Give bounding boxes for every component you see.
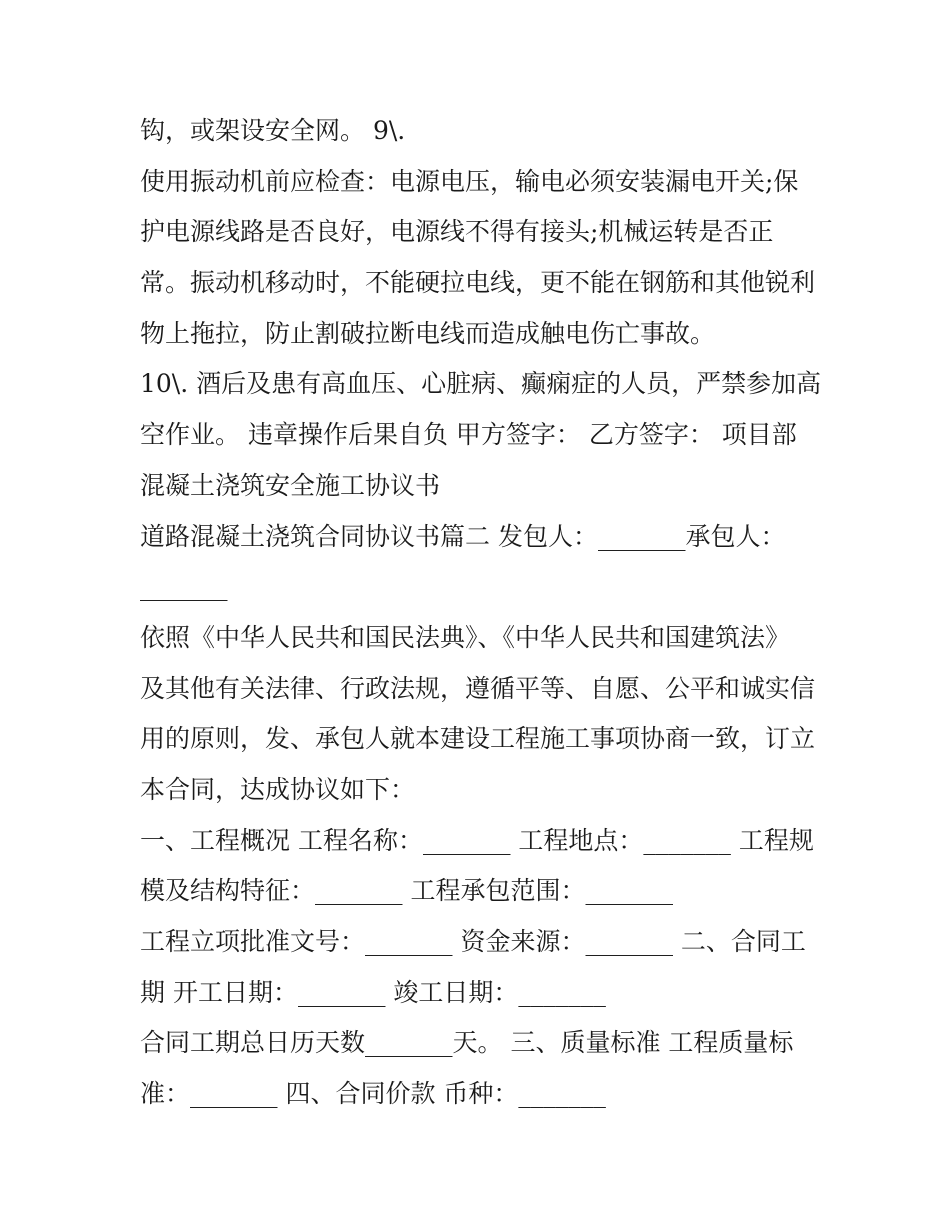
text-line: 物上拖拉，防止割破拉断电线而造成触电伤亡事故。 <box>140 318 716 348</box>
text-line: 期 开工日期：_______ 竣工日期：_______ <box>140 977 606 1007</box>
text-line: 护电源线路是否良好，电源线不得有接头;机械运转是否正 <box>140 217 774 247</box>
document-body <box>140 106 830 1120</box>
text-line: 道路混凝土浇筑合同协议书篇二 发包人：_______承包人： <box>140 521 786 551</box>
text-line: 钩，或架设安全网。 9\. <box>140 116 406 145</box>
blank-field-line: _______ <box>140 572 228 602</box>
text-line: 空作业。 违章操作后果自负 甲方签字： 乙方签字： 项目部 <box>140 420 797 450</box>
text-line: 常。振动机移动时，不能硬拉电线，更不能在钢筋和其他锐利 <box>140 268 816 298</box>
text-line: 一、工程概况 工程名称：_______ 工程地点：_______ 工程规 <box>140 825 814 855</box>
text-line: 准：_______ 四、合同价款 币种：_______ <box>140 1079 606 1109</box>
text-line: 10\. 酒后及患有高血压、心脏病、癫痫症的人员，严禁参加高 <box>140 369 822 399</box>
text-line: 及其他有关法律、行政法规，遵循平等、自愿、公平和诚实信 <box>140 673 816 703</box>
text-line: 模及结构特征：_______ 工程承包范围：_______ <box>140 876 673 906</box>
text-line: 本合同，达成协议如下： <box>140 774 416 804</box>
text-line: 依照《中华人民共和国民法典》、《中华人民共和国建筑法》 <box>140 622 791 652</box>
text-line: 用的原则，发、承包人就本建设工程施工事项协商一致，订立 <box>140 724 816 754</box>
section-title: 混凝土浇筑安全施工协议书 <box>140 470 441 500</box>
text-line: 使用振动机前应检查：电源电压，输电必须安装漏电开关;保 <box>140 166 799 196</box>
text-line: 合同工期总日历天数_______天。 三、质量标准 工程质量标 <box>140 1028 794 1058</box>
text-line: 工程立项批准文号：_______ 资金来源：_______ 二、合同工 <box>140 927 806 956</box>
